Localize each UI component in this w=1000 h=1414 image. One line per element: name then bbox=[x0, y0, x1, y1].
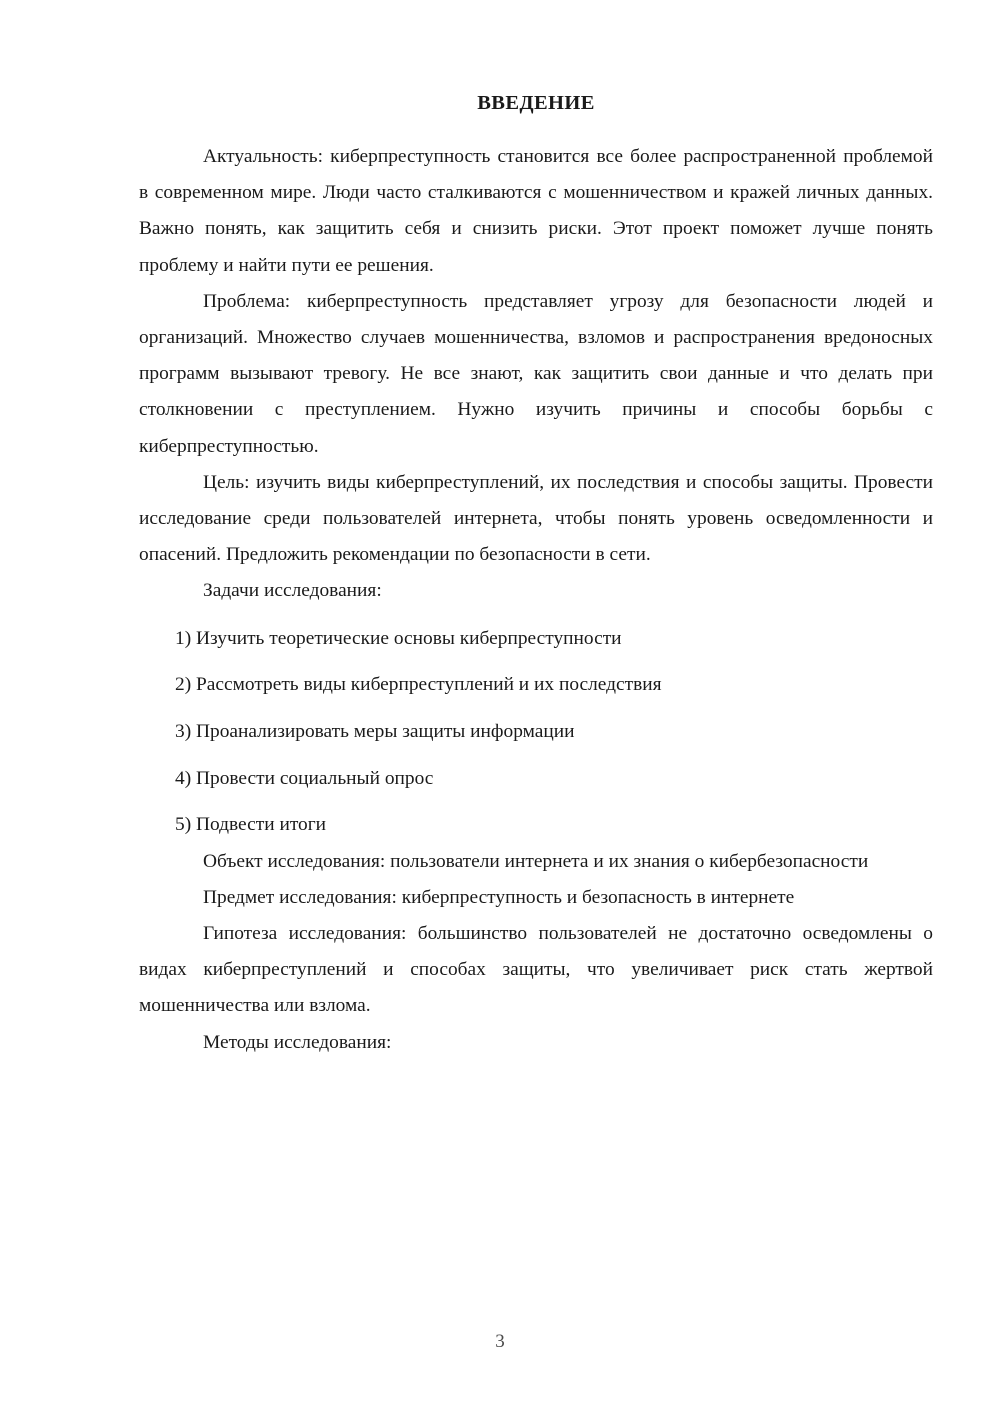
list-item: 2) Рассмотреть виды киберпреступлений и их последствия bbox=[175, 674, 662, 696]
list-item: 1) Изучить теоретические основы киберпреступности bbox=[175, 627, 622, 649]
methods-heading: Методы исследования: bbox=[203, 1031, 392, 1053]
list-item: 4) Провести социальный опрос bbox=[175, 767, 434, 789]
paragraph-problem: Проблема: киберпреступность представляет угрозу для безопасности людей и организаций. Множество случаев мошенничества, взломов и распространения вредоносных программ вызывают тревогу. Не все знают, как защитить свои данные и что делать при столкновении с преступлением. Нужно изучить причины и способы борьбы с киберпреступностью. bbox=[139, 290, 933, 457]
paragraph-hypothesis: Гипотеза исследования: большинство пользователей не достаточно осведомлены о видах киберпреступлений и способах защиты, что увеличивает риск стать жертвой мошенничества или взлома. bbox=[139, 923, 933, 1017]
paragraph-object: Объект исследования: пользователи интернета и их знания о кибербезопасности bbox=[203, 850, 869, 872]
tasks-list bbox=[139, 621, 933, 844]
list-item: 3) Проанализировать меры защиты информации bbox=[175, 721, 575, 743]
page-number: 3 bbox=[495, 1331, 505, 1352]
paragraph-relevance: Актуальность: киберпреступность становится все более распространенной проблемой в современном мире. Люди часто сталкиваются с мошенничеством и кражей личных данных. Важно понять, как защитить себя и снизить риски. Этот проект поможет лучше понять проблему и найти пути ее решения. bbox=[139, 146, 933, 276]
paragraph-goal: Цель: изучить виды киберпреступлений, их последствия и способы защиты. Провести исследование среди пользователей интернета, чтобы понять уровень осведомленности и опасений. Предложить рекомендации по безопасности в сети. bbox=[139, 471, 933, 566]
list-item: 5) Подвести итоги bbox=[175, 814, 327, 836]
tasks-heading: Задачи исследования: bbox=[203, 580, 382, 602]
page-content bbox=[139, 88, 933, 1061]
paragraph-subject: Предмет исследования: киберпреступность и безопасность в интернете bbox=[203, 886, 795, 908]
page-title: ВВЕДЕНИЕ bbox=[477, 92, 595, 114]
